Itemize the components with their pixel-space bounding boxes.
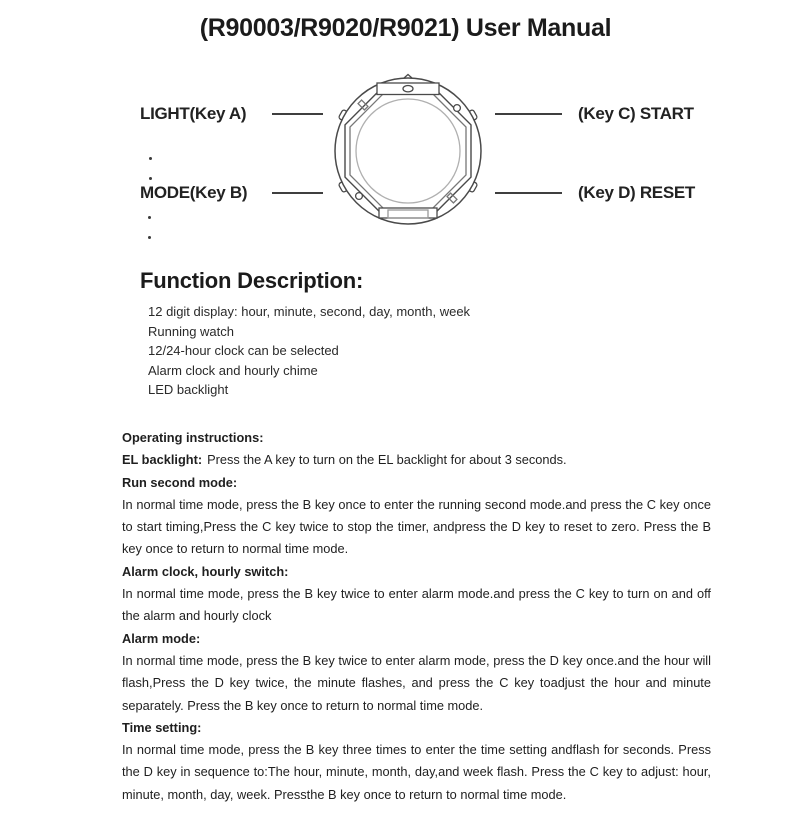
label-mode-key-b: MODE(Key B) — [140, 183, 248, 202]
function-item: 12/24-hour clock can be selected — [148, 343, 339, 359]
stray-dot — [149, 157, 152, 160]
section-heading-run-second-mode: Run second mode: — [122, 474, 238, 490]
section-text-alarm-clock-hourly-switch: In normal time mode, press the B key twice to enter alarm mode.and press the C key to turn on and off the alarm and hourly clock — [122, 586, 711, 624]
el-backlight-text: Press the A key to turn on the EL backlight for about 3 seconds. — [207, 452, 567, 468]
operating-instructions-heading: Operating instructions: — [122, 430, 264, 445]
label-light-key-a: LIGHT(Key A) — [140, 104, 247, 123]
operating-instructions — [122, 427, 711, 806]
label-start-key-c: (Key C) START — [578, 104, 694, 123]
section-heading-time-setting: Time setting: — [122, 719, 202, 735]
stray-dot — [148, 236, 151, 239]
section-text-alarm-mode: In normal time mode, press the B key twice to enter alarm mode, press the D key once.and the hour will flash,Press the D key twice, the minute flashes, and press the C key toadjust the hour and minute separately. Press the B key once to return to normal time mode. — [122, 652, 711, 713]
section-heading-alarm-mode: Alarm mode: — [122, 630, 201, 646]
el-backlight-line — [122, 449, 711, 471]
section-text-time-setting: In normal time mode, press the B key three times to enter the time setting andflash for seconds. Press the D key in sequence to:The hour, minute, month, day,and week flash. Press the C key to adjust: hour, minute, month, day, week. Pressthe B key once to return to normal time mode. — [122, 742, 711, 802]
function-item: LED backlight — [148, 382, 229, 398]
callout-line-key-a — [272, 113, 323, 115]
function-description-list — [148, 302, 628, 400]
label-reset-key-d: (Key D) RESET — [578, 183, 696, 202]
page-title: (R90003/R9020/R9021) User Manual — [199, 14, 612, 42]
section-heading-alarm-clock-hourly-switch: Alarm clock, hourly switch: — [122, 563, 289, 579]
function-item: 12 digit display: hour, minute, second, day, month, week — [148, 304, 471, 319]
function-item: Running watch — [148, 323, 234, 339]
callout-line-key-d — [495, 192, 562, 194]
callout-line-key-b — [272, 192, 323, 194]
function-description-heading: Function Description: — [140, 268, 364, 293]
stray-dot — [148, 216, 151, 219]
watch-illustration — [323, 71, 493, 231]
function-item: Alarm clock and hourly chime — [148, 362, 318, 378]
section-text-run-second-mode: In normal time mode, press the B key once to enter the running second mode.and press the C key once to start timing,Press the C key twice to stop the timer, andpress the D key to reset to zero. Press the B key once to return to normal time mode. — [122, 496, 711, 557]
stray-dot — [149, 177, 152, 180]
el-backlight-label: EL backlight: — [122, 452, 203, 468]
callout-line-key-c — [495, 113, 562, 115]
